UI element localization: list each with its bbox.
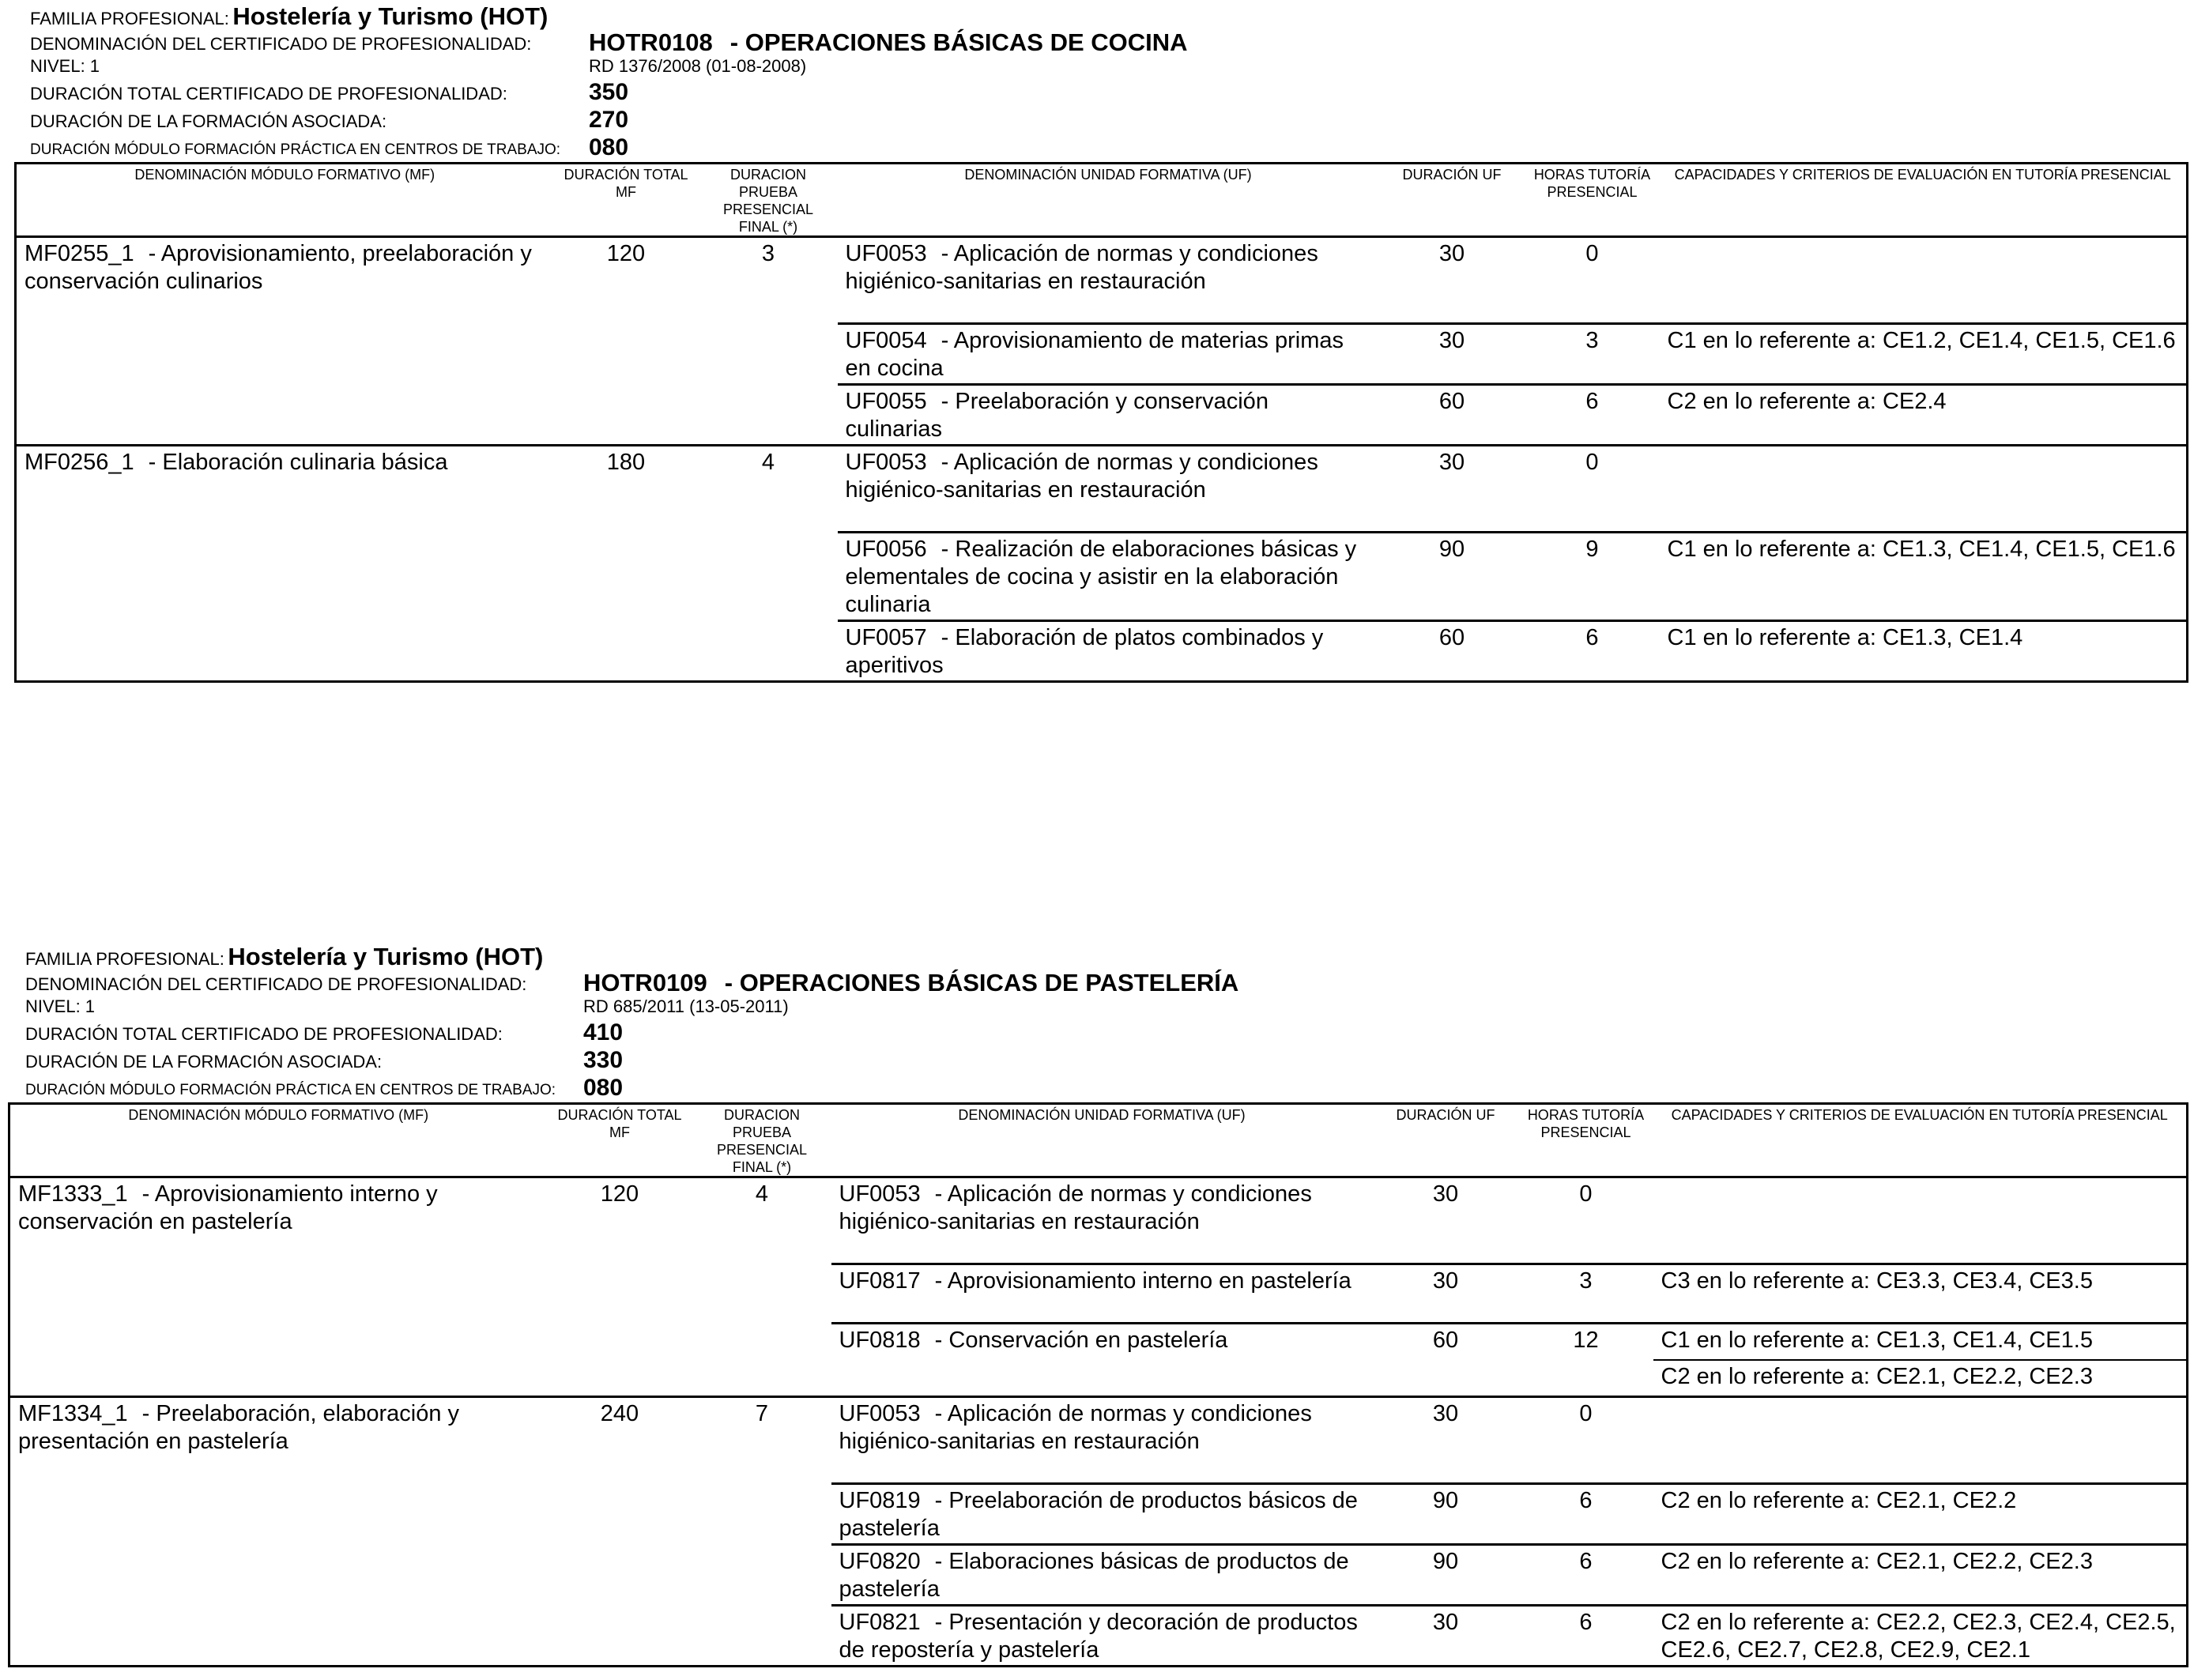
mf-name: - Aprovisionamiento interno y conservación en pastelería — [18, 1181, 438, 1234]
duracion-total-label: DURACIÓN TOTAL CERTIFICADO DE PROFESIONALIDAD: — [30, 84, 507, 104]
uf-horas: 3 — [1525, 324, 1660, 385]
uf-duracion: 30 — [1379, 446, 1525, 533]
uf-code: UF0820 — [839, 1549, 921, 1574]
certificate-name: - OPERACIONES BÁSICAS DE PASTELERÍA — [724, 969, 1239, 996]
uf-code: UF0819 — [839, 1488, 921, 1513]
certificate-code: HOTR0109 — [583, 969, 707, 996]
uf-duracion: 30 — [1373, 1397, 1519, 1484]
uf-cell — [831, 1397, 1373, 1484]
header-duracion-mf: DURACIÓN TOTAL MF — [553, 164, 699, 237]
duracion-practica-value: 080 — [583, 1075, 624, 1101]
uf-name: - Preelaboración de productos básicos de pastelería — [839, 1488, 1358, 1541]
uf-capacidades — [1660, 446, 2188, 533]
uf-cell — [838, 533, 1379, 621]
mf-duracion: 120 — [547, 1177, 693, 1397]
familia-line — [30, 4, 548, 28]
uf-name: - Elaboraciones básicas de productos de pastelería — [839, 1549, 1349, 1602]
uf-duracion: 90 — [1373, 1545, 1519, 1606]
familia-value: Hostelería y Turismo (HOT) — [228, 943, 544, 970]
uf-name: - Aprovisionamiento de materias primas en cocina — [845, 328, 1344, 381]
uf-capacidades: C2 en lo referente a: CE2.2, CE2.3, CE2.4, CE2.5, CE2.6, CE2.7, CE2.8, CE2.9, CE2.1 — [1661, 1610, 2176, 1663]
header-duracion-mf: DURACIÓN TOTAL MF — [547, 1104, 693, 1177]
familia-label: FAMILIA PROFESIONAL: — [25, 949, 224, 969]
uf-duracion: 60 — [1373, 1324, 1519, 1397]
mf-prueba: 3 — [699, 237, 838, 446]
uf-duracion: 60 — [1379, 385, 1525, 446]
uf-capacidades — [1660, 237, 2188, 324]
header-capacidades: CAPACIDADES Y CRITERIOS DE EVALUACIÓN EN TUTORÍA PRESENCIAL — [1660, 164, 2188, 237]
mf-prueba: 4 — [693, 1177, 831, 1397]
uf-capacidades: C2 en lo referente a: CE2.1, CE2.2, CE2.3 — [1653, 1360, 2188, 1397]
nivel-label: NIVEL: 1 — [25, 996, 96, 1016]
uf-cell — [831, 1177, 1373, 1264]
duracion-practica-value: 080 — [589, 134, 629, 160]
uf-horas: 6 — [1585, 625, 1599, 650]
uf-capacidades: C1 en lo referente a: CE1.3, CE1.4, CE1.5, CE1.6 — [1660, 533, 2188, 621]
table-row — [16, 446, 2188, 533]
mf-prueba: 7 — [755, 1401, 769, 1426]
uf-code: UF0053 — [845, 450, 927, 475]
header-capacidades: CAPACIDADES Y CRITERIOS DE EVALUACIÓN EN TUTORÍA PRESENCIAL — [1653, 1104, 2188, 1177]
header-uf: DENOMINACIÓN UNIDAD FORMATIVA (UF) — [838, 164, 1379, 237]
uf-code: UF0817 — [839, 1268, 921, 1294]
uf-capacidades: C3 en lo referente a: CE3.3, CE3.4, CE3.5 — [1653, 1264, 2188, 1324]
mf-duracion: 240 — [600, 1401, 639, 1426]
uf-horas: 6 — [1519, 1545, 1653, 1606]
header-horas-tutoria: HORAS TUTORÍA PRESENCIAL — [1519, 1104, 1653, 1177]
modules-table — [14, 162, 2188, 683]
uf-code: UF0057 — [845, 625, 927, 650]
uf-name: - Realización de elaboraciones básicas y elementales de cocina y asistir en la elaboración culinaria — [845, 537, 1357, 617]
uf-cell — [838, 324, 1379, 385]
header-prueba: DURACION PRUEBA PRESENCIAL FINAL (*) — [693, 1104, 831, 1177]
uf-code: UF0053 — [839, 1401, 921, 1426]
uf-duracion: 60 — [1438, 625, 1465, 650]
header-horas-tutoria: HORAS TUTORÍA PRESENCIAL — [1525, 164, 1660, 237]
denominacion-label: DENOMINACIÓN DEL CERTIFICADO DE PROFESIONALIDAD: — [30, 34, 532, 54]
duracion-formacion-label: DURACIÓN DE LA FORMACIÓN ASOCIADA: — [25, 1052, 383, 1072]
duracion-formacion-value: 270 — [589, 107, 629, 133]
uf-code: UF0821 — [839, 1610, 921, 1635]
mf-name: - Aprovisionamiento, preelaboración y conservación culinarios — [25, 241, 532, 294]
uf-capacidades: C2 en lo referente a: CE2.1, CE2.2, CE2.3 — [1653, 1545, 2188, 1606]
mf-prueba: 4 — [761, 450, 775, 475]
uf-capacidades: C2 en lo referente a: CE2.4 — [1660, 385, 2188, 446]
uf-duracion: 30 — [1379, 237, 1525, 324]
mf-code: MF0255_1 — [25, 241, 134, 266]
uf-cell — [831, 1484, 1373, 1545]
duracion-total-value: 410 — [583, 1019, 624, 1045]
uf-horas: 0 — [1525, 446, 1660, 533]
mf-code: MF1334_1 — [18, 1401, 128, 1426]
duracion-formacion-label: DURACIÓN DE LA FORMACIÓN ASOCIADA: — [30, 111, 387, 131]
duracion-formacion-value: 330 — [583, 1047, 624, 1073]
duracion-total-value: 350 — [589, 79, 629, 105]
mf-duracion: 120 — [553, 237, 699, 446]
uf-duracion: 90 — [1379, 533, 1525, 621]
certificate-code: HOTR0108 — [589, 28, 713, 56]
header-duracion-uf: DURACIÓN UF — [1379, 164, 1525, 237]
modules-table — [8, 1102, 2188, 1667]
duracion-practica-label: DURACIÓN MÓDULO FORMACIÓN PRÁCTICA EN CENTROS DE TRABAJO: — [30, 141, 561, 158]
duracion-practica-label: DURACIÓN MÓDULO FORMACIÓN PRÁCTICA EN CENTROS DE TRABAJO: — [25, 1082, 556, 1098]
mf-cell — [16, 237, 553, 446]
uf-name: - Preelaboración y conservación culinarias — [845, 389, 1269, 442]
header-mf: DENOMINACIÓN MÓDULO FORMATIVO (MF) — [9, 1104, 547, 1177]
uf-horas: 12 — [1519, 1324, 1653, 1397]
uf-name: - Aplicación de normas y condiciones higiénico-sanitarias en restauración — [845, 241, 1318, 294]
uf-cell — [838, 446, 1379, 533]
uf-name: - Aplicación de normas y condiciones higiénico-sanitarias en restauración — [845, 450, 1318, 503]
denominacion-label: DENOMINACIÓN DEL CERTIFICADO DE PROFESIONALIDAD: — [25, 974, 527, 994]
uf-horas: 3 — [1519, 1264, 1653, 1324]
uf-duracion: 30 — [1432, 1610, 1459, 1635]
mf-cell — [16, 446, 553, 682]
uf-capacidades — [1653, 1177, 2188, 1264]
uf-name: - Presentación y decoración de productos de repostería y pastelería — [839, 1610, 1358, 1663]
duracion-total-label: DURACIÓN TOTAL CERTIFICADO DE PROFESIONALIDAD: — [25, 1024, 503, 1044]
mf-duracion: 180 — [606, 450, 646, 475]
uf-name: - Aplicación de normas y condiciones higiénico-sanitarias en restauración — [839, 1181, 1312, 1234]
uf-code: UF0056 — [845, 537, 927, 562]
uf-cell — [831, 1606, 1373, 1667]
uf-name: - Elaboración de platos combinados y aperitivos — [845, 625, 1324, 678]
uf-cell — [831, 1264, 1373, 1324]
uf-code: UF0053 — [839, 1181, 921, 1207]
uf-horas: 0 — [1519, 1397, 1653, 1484]
certificate-title — [589, 30, 1188, 55]
uf-capacidades: C2 en lo referente a: CE2.1, CE2.2 — [1653, 1484, 2188, 1545]
uf-cell — [831, 1324, 1373, 1397]
uf-horas: 0 — [1525, 237, 1660, 324]
familia-value: Hostelería y Turismo (HOT) — [232, 2, 548, 30]
mf-name: - Preelaboración, elaboración y presentación en pastelería — [18, 1401, 460, 1454]
uf-duracion: 30 — [1373, 1264, 1519, 1324]
header-duracion-uf: DURACIÓN UF — [1373, 1104, 1519, 1177]
table-header-row — [16, 164, 2188, 237]
uf-code: UF0054 — [845, 328, 927, 353]
mf-cell — [9, 1397, 547, 1667]
uf-name: - Conservación en pastelería — [934, 1328, 1228, 1353]
uf-horas: 6 — [1579, 1610, 1593, 1635]
uf-cell — [838, 621, 1379, 682]
uf-horas: 6 — [1519, 1484, 1653, 1545]
uf-code: UF0818 — [839, 1328, 921, 1353]
uf-name: - Aplicación de normas y condiciones higiénico-sanitarias en restauración — [839, 1401, 1312, 1454]
table-row — [9, 1177, 2188, 1264]
uf-capacidades: C1 en lo referente a: CE1.2, CE1.4, CE1.5, CE1.6 — [1660, 324, 2188, 385]
nivel-label: NIVEL: 1 — [30, 56, 100, 76]
uf-capacidades: C1 en lo referente a: CE1.3, CE1.4, CE1.5 — [1653, 1324, 2188, 1361]
mf-name: - Elaboración culinaria básica — [148, 450, 448, 475]
mf-cell — [9, 1177, 547, 1397]
mf-code: MF1333_1 — [18, 1181, 128, 1207]
uf-name: - Aprovisionamiento interno en pastelería — [934, 1268, 1351, 1294]
mf-code: MF0256_1 — [25, 450, 134, 475]
table-header-row — [9, 1104, 2188, 1177]
uf-capacidades — [1653, 1397, 2188, 1484]
uf-cell — [831, 1545, 1373, 1606]
uf-code: UF0053 — [845, 241, 927, 266]
table-row — [9, 1397, 2188, 1484]
uf-code: UF0055 — [845, 389, 927, 414]
uf-horas: 6 — [1525, 385, 1660, 446]
table-row — [16, 237, 2188, 324]
uf-horas: 9 — [1525, 533, 1660, 621]
rd-reference: RD 1376/2008 (01-08-2008) — [589, 56, 807, 76]
uf-cell — [838, 237, 1379, 324]
uf-duracion: 30 — [1379, 324, 1525, 385]
header-uf: DENOMINACIÓN UNIDAD FORMATIVA (UF) — [831, 1104, 1373, 1177]
uf-duracion: 30 — [1373, 1177, 1519, 1264]
familia-line — [25, 944, 543, 969]
certificate-name: - OPERACIONES BÁSICAS DE COCINA — [729, 28, 1188, 56]
uf-duracion: 90 — [1373, 1484, 1519, 1545]
uf-capacidades: C1 en lo referente a: CE1.3, CE1.4 — [1667, 625, 2023, 650]
uf-horas: 0 — [1519, 1177, 1653, 1264]
header-prueba: DURACION PRUEBA PRESENCIAL FINAL (*) — [699, 164, 838, 237]
rd-reference: RD 685/2011 (13-05-2011) — [583, 996, 789, 1016]
certificate-title — [583, 970, 1238, 995]
uf-cell — [838, 385, 1379, 446]
familia-label: FAMILIA PROFESIONAL: — [30, 9, 229, 28]
header-mf: DENOMINACIÓN MÓDULO FORMATIVO (MF) — [16, 164, 553, 237]
